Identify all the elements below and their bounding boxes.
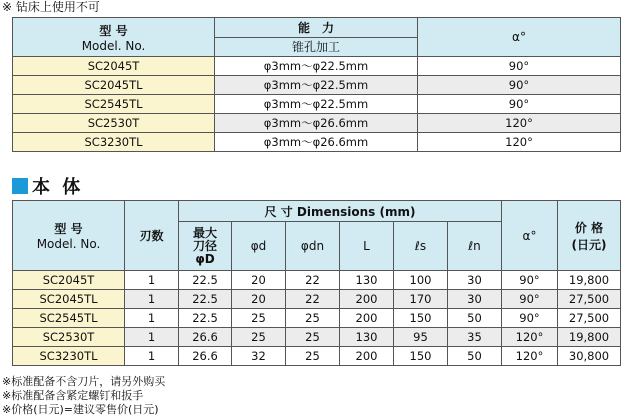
d-cell: 25	[232, 328, 286, 347]
alpha-cell: 90°	[502, 290, 558, 309]
max-diameter-cell: 22.5	[179, 290, 232, 309]
body-spec-table	[12, 200, 621, 366]
d-header: φd	[232, 222, 286, 271]
blades-cell: 1	[125, 271, 179, 290]
model-header	[13, 201, 125, 271]
model-cell: SC2530T	[13, 328, 125, 347]
model-cell: SC2045TL	[13, 76, 215, 95]
dn-cell: 25	[286, 328, 340, 347]
range-cell: φ3mm～φ26.6mm	[215, 114, 418, 133]
alpha-cell: 120°	[502, 328, 558, 347]
ln-cell: 50	[448, 347, 502, 366]
footnote: ※标准配备不含刀片，请另外购买	[2, 375, 166, 388]
max-diameter-header: 最大 刀径 φD	[179, 222, 232, 271]
alpha-header: α°	[418, 18, 621, 57]
table-row	[13, 290, 621, 309]
model-header-en: Model. No.	[36, 237, 101, 251]
section-title	[12, 176, 83, 196]
table-row	[13, 133, 621, 152]
max-diameter-cell: 22.5	[179, 271, 232, 290]
price-cell: 19,800	[558, 271, 621, 290]
alpha-cell: 90°	[418, 95, 621, 114]
ls-cell: 100	[394, 271, 448, 290]
capacity-header: 能 力	[215, 18, 418, 38]
alpha-cell: 120°	[418, 114, 621, 133]
section-title-text: 本 体	[32, 177, 84, 198]
footnotes	[2, 375, 165, 417]
dn-header: φdn	[286, 222, 340, 271]
model-cell: SC2045T	[13, 271, 125, 290]
ls-cell: 150	[394, 309, 448, 328]
price-header: 价 格 (日元)	[558, 201, 621, 271]
range-cell: φ3mm～φ26.6mm	[215, 133, 418, 152]
model-cell: SC3230TL	[13, 133, 215, 152]
capacity-table	[12, 17, 621, 152]
ln-header: ℓn	[448, 222, 502, 271]
blades-cell: 1	[125, 309, 179, 328]
alpha-cell: 90°	[418, 76, 621, 95]
capacity-subheader: 锥孔加工	[215, 37, 418, 57]
model-cell: SC2045TL	[13, 290, 125, 309]
blades-cell: 1	[125, 290, 179, 309]
max-diameter-cell: 22.5	[179, 309, 232, 328]
blades-cell: 1	[125, 328, 179, 347]
alpha-header: α°	[502, 201, 558, 271]
alpha-cell: 90°	[502, 271, 558, 290]
table-row	[13, 95, 621, 114]
model-header-en: Model. No.	[81, 38, 146, 53]
ls-cell: 95	[394, 328, 448, 347]
alpha-cell: 120°	[502, 347, 558, 366]
dn-cell: 25	[286, 347, 340, 366]
model-header-cn: 型 号	[99, 23, 128, 38]
dn-cell: 22	[286, 271, 340, 290]
model-cell: SC2530T	[13, 114, 215, 133]
L-cell: 200	[340, 309, 394, 328]
model-cell: SC2545TL	[13, 95, 215, 114]
ln-cell: 30	[448, 271, 502, 290]
model-header-cn: 型 号	[54, 222, 83, 236]
L-cell: 200	[340, 290, 394, 309]
model-header	[13, 18, 215, 57]
ls-header: ℓs	[394, 222, 448, 271]
ls-cell: 170	[394, 290, 448, 309]
max-diameter-cell: 26.6	[179, 328, 232, 347]
dn-cell: 25	[286, 309, 340, 328]
dn-cell: 22	[286, 290, 340, 309]
footnote: ※标准配备含紧定螺钉和扳手	[2, 389, 144, 402]
table-row	[13, 271, 621, 290]
alpha-cell: 120°	[418, 133, 621, 152]
model-cell: SC2045T	[13, 57, 215, 76]
section-square-icon	[12, 178, 28, 194]
price-cell: 27,500	[558, 290, 621, 309]
ln-cell: 50	[448, 309, 502, 328]
range-cell: φ3mm～φ22.5mm	[215, 95, 418, 114]
model-cell: SC3230TL	[13, 347, 125, 366]
top-note: ※ 钻床上使用不可	[2, 0, 100, 14]
table-row	[13, 328, 621, 347]
ln-cell: 35	[448, 328, 502, 347]
alpha-cell: 90°	[418, 57, 621, 76]
model-cell: SC2545TL	[13, 309, 125, 328]
blades-cell: 1	[125, 347, 179, 366]
ln-cell: 30	[448, 290, 502, 309]
L-cell: 130	[340, 271, 394, 290]
price-cell: 30,800	[558, 347, 621, 366]
table-row	[13, 309, 621, 328]
d-cell: 20	[232, 290, 286, 309]
L-header: L	[340, 222, 394, 271]
range-cell: φ3mm～φ22.5mm	[215, 76, 418, 95]
ls-cell: 150	[394, 347, 448, 366]
price-cell: 19,800	[558, 328, 621, 347]
footnote: ※价格(日元)=建议零售价(日元)	[2, 403, 159, 416]
table-row	[13, 76, 621, 95]
table-row	[13, 347, 621, 366]
L-cell: 200	[340, 347, 394, 366]
max-diameter-cell: 26.6	[179, 347, 232, 366]
table-row	[13, 114, 621, 133]
dimensions-header: 尺 寸 Dimensions (mm)	[179, 201, 502, 222]
d-cell: 25	[232, 309, 286, 328]
d-cell: 20	[232, 271, 286, 290]
blades-header: 刃数	[125, 201, 179, 271]
price-cell: 27,500	[558, 309, 621, 328]
d-cell: 32	[232, 347, 286, 366]
L-cell: 130	[340, 328, 394, 347]
table-row	[13, 57, 621, 76]
range-cell: φ3mm～φ22.5mm	[215, 57, 418, 76]
alpha-cell: 90°	[502, 309, 558, 328]
